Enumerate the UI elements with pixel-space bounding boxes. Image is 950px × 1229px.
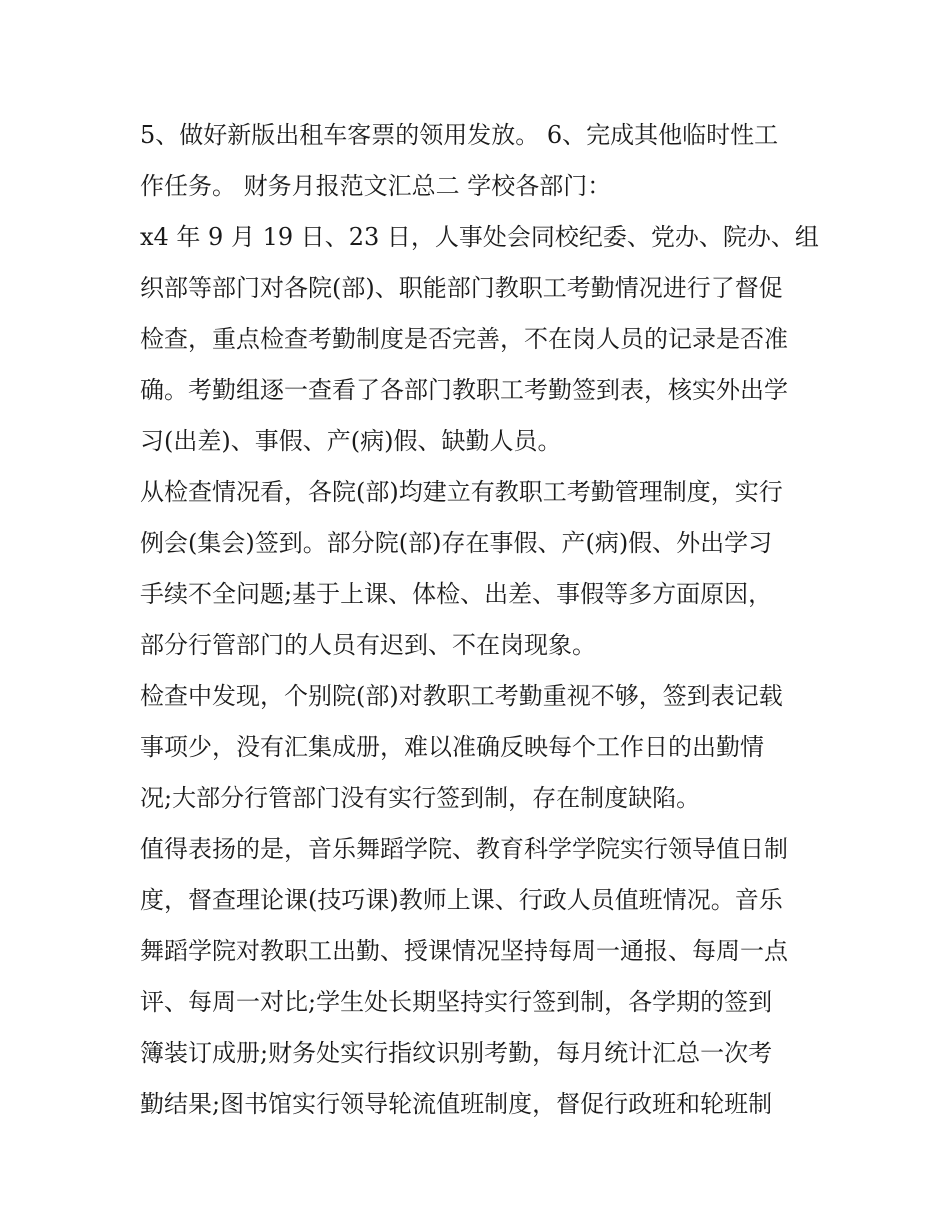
text-line: 勤结果;图书馆实行领导轮流值班制度，督促行政班和轮班制 [140,1090,773,1118]
text-line: 评、每周一对比;学生处长期坚持实行签到制，各学期的签到 [140,988,773,1016]
text-line: 簿装订成册;财务处实行指纹识别考勤，每月统计汇总一次考 [140,1039,773,1067]
text-line: 从检查情况看，各院(部)均建立有教职工考勤管理制度，实行 [140,478,783,506]
text-line: 习(出差)、事假、产(病)假、缺勤人员。 [140,427,562,455]
text-line: 况;大部分行管部门没有实行签到制，存在制度缺陷。 [140,784,701,812]
text-line: x4 年 9 月 19 日、23 日，人事处会同校纪委、党办、院办、组 [140,223,819,251]
text-line: 部分行管部门的人员有迟到、不在岗现象。 [140,631,596,659]
text-line: 度，督查理论课(技巧课)教师上课、行政人员值班情况。音乐 [140,886,783,914]
document-body [140,110,820,1130]
text-line: 作任务。 财务月报范文汇总二 学校各部门： [140,172,612,200]
text-line: 例会(集会)签到。部分院(部)存在事假、产(病)假、外出学习 [140,529,773,557]
text-line: 5、做好新版出租车客票的领用发放。 6、完成其他临时性工 [140,121,779,149]
text-line: 值得表扬的是，音乐舞蹈学院、教育科学学院实行领导值日制 [140,835,788,863]
text-line: 检查中发现，个别院(部)对教职工考勤重视不够，签到表记载 [140,682,783,710]
text-line: 检查，重点检查考勤制度是否完善，不在岗人员的记录是否准 [140,325,788,353]
text-line: 手续不全问题;基于上课、体检、出差、事假等多方面原因， [140,580,773,608]
text-line: 织部等部门对各院(部)、职能部门教职工考勤情况进行了督促 [140,274,783,302]
text-line: 确。考勤组逐一查看了各部门教职工考勤签到表，核实外出学 [140,376,788,404]
text-line: 舞蹈学院对教职工出勤、授课情况坚持每周一通报、每周一点 [140,937,788,965]
text-line: 事项少，没有汇集成册，难以准确反映每个工作日的出勤情 [140,733,764,761]
